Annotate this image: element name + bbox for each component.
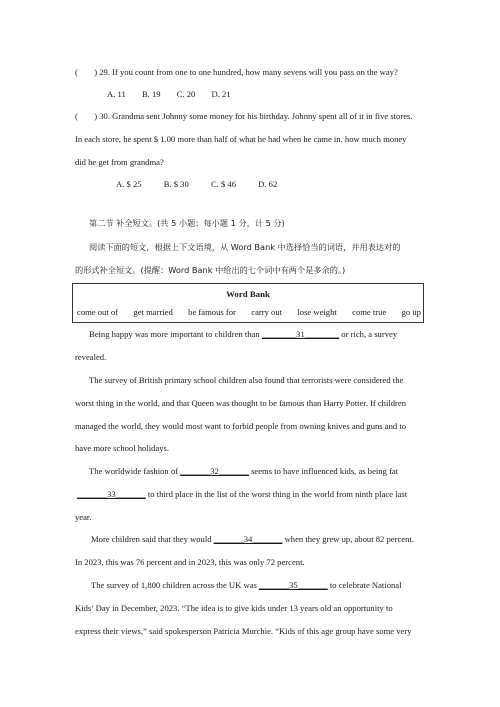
blank-33: _______33_______: [77, 489, 146, 499]
section-instruction-line1: 阅读下面的短文，根据上下文语境，从 Word Bank 中选择恰当的词语，并用表达对的: [89, 242, 401, 252]
blank-31: ________31________: [261, 329, 340, 339]
option-c: C. 20: [176, 89, 196, 99]
passage-p2-line1: The survey of British primary school children also found that terrorists were considered the: [89, 375, 404, 385]
passage-p5-line1: [91, 580, 402, 591]
word-bank-item: come true: [352, 307, 387, 317]
section-heading: 第二节 补全短文。(共 5 小题；每小题 1 分，计 5 分): [89, 218, 285, 228]
passage-p1-line2: revealed.: [75, 352, 107, 362]
answer-bracket-open: (: [75, 67, 78, 77]
answer-bracket-close: ): [94, 111, 98, 121]
word-bank-title: Word Bank: [226, 289, 270, 299]
passage-text: More children said that they would: [91, 534, 214, 544]
question-29: [75, 67, 398, 78]
option-a: A. $ 25: [116, 179, 142, 189]
blank-32: _______32_______: [180, 466, 249, 476]
passage-text: to celebrate National: [327, 580, 402, 590]
option-d: D. 21: [211, 89, 231, 99]
passage-p3-line1: [89, 466, 398, 477]
passage-text: The worldwide fashion of: [89, 466, 181, 476]
word-bank-item: come out of: [77, 307, 119, 317]
word-bank: [72, 283, 424, 323]
passage-text: seems to have influenced kids, as being fat: [248, 466, 399, 476]
word-bank-item: lose weight: [297, 307, 337, 317]
passage-text: when they grew up, about 82 percent.: [282, 534, 414, 544]
passage-p5-line2: Kids’ Day in December, 2023. “The idea is to give kids under 13 years old an opportunity to: [75, 603, 393, 613]
option-d: D. 62: [258, 179, 278, 189]
answer-bracket-close: ): [94, 67, 98, 77]
passage-text: or rich, a survey: [339, 329, 398, 339]
passage-p4-line2: In 2023, this was 76 percent and in 2023, this was only 72 percent.: [75, 557, 305, 567]
question-30-text-line2: In each store, he spent $ 1.00 more than half of what he had when he came in. how much money: [75, 134, 407, 144]
question-30-options: [116, 179, 291, 190]
word-bank-item: get married: [133, 307, 173, 317]
passage-p4-line1: [91, 534, 414, 545]
question-30-text-line3: did he get from grandma?: [75, 157, 164, 167]
passage-p2-line2: worst thing in the world, and that Queen was thought to be famous than Harry Potter. If children: [75, 398, 407, 408]
word-bank-item: go up: [401, 307, 421, 317]
question-29-text: 29. If you count from one to one hundred, how many sevens will you pass on the way?: [99, 67, 398, 77]
word-bank-item: carry out: [251, 307, 283, 317]
question-30-text-line1: 30. Grandma sent Johnny some money for his birthday. Johnny spent all of it in five stores.: [99, 111, 413, 121]
question-29-options: [107, 89, 245, 100]
passage-p5-line3: express their views,” said spokesperson Patricia Murchie. “Kids of this age group have some very: [75, 626, 412, 636]
passage-p3-line2: [77, 489, 407, 500]
word-bank-list: [77, 307, 421, 317]
section-instruction-line2: 的形式补全短文。(提醒：Word Bank 中给出的七个词中有两个是多余的。): [75, 265, 346, 275]
option-b: B. 19: [141, 89, 161, 99]
blank-34: _______34_______: [213, 534, 283, 544]
option-b: B. $ 30: [163, 179, 189, 189]
passage-text: Being happy was more important to children than: [89, 329, 262, 339]
passage-p3-line3: year.: [75, 512, 92, 522]
answer-bracket-open: (: [75, 111, 78, 121]
passage-p1-line1: [89, 329, 397, 340]
word-bank-item: be famous for: [188, 307, 236, 317]
blank-35: _______35_______: [259, 580, 328, 590]
passage-text: The survey of 1,800 children across the UK was: [91, 580, 260, 590]
question-30: [75, 111, 413, 122]
passage-p2-line3: managed the world, they would most want to forbid people from owning knives and guns and to: [75, 421, 407, 431]
option-c: C. $ 46: [210, 179, 237, 189]
passage-text: to third place in the list of the worst thing in the world from ninth place last: [145, 489, 408, 499]
passage-p2-line4: have more school holidays.: [75, 443, 170, 453]
option-a: A. 11: [107, 89, 126, 99]
